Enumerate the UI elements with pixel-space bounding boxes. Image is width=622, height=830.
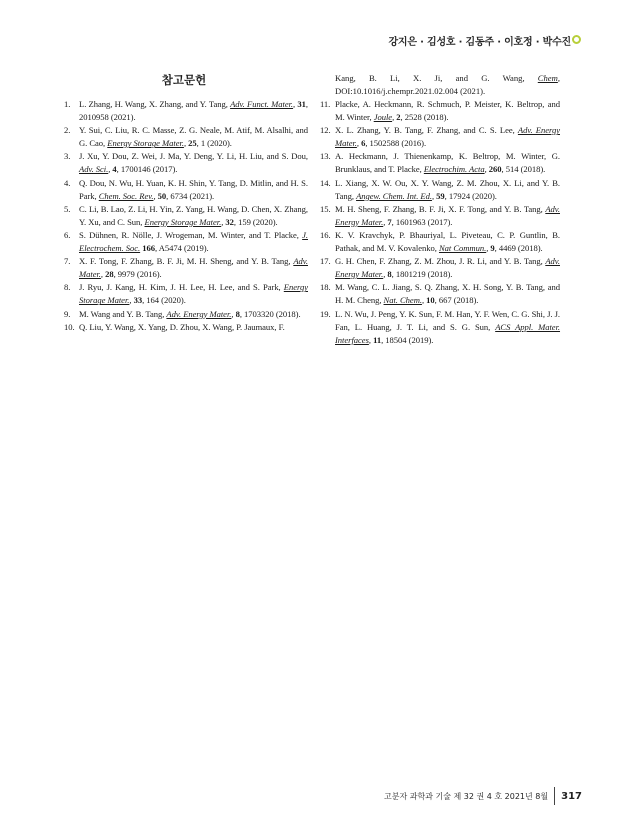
reference-item xyxy=(64,281,308,307)
ref-volume: 6 xyxy=(361,138,366,149)
ref-journal: Chem xyxy=(537,73,558,83)
ref-volume: 33 xyxy=(133,295,143,306)
ref-details: , 514 (2018). xyxy=(501,164,546,175)
references-list-left xyxy=(64,98,308,334)
ref-text xyxy=(335,177,560,203)
ref-details: , A5474 (2019). xyxy=(154,242,209,253)
ref-details: , 6734 (2021). xyxy=(166,190,215,201)
ref-number: 3. xyxy=(64,151,71,162)
ref-authors: M. H. Sheng, F. Zhang, B. F. Ji, X. F. Tong, and Y. B. Tang, xyxy=(335,203,546,214)
reference-item xyxy=(320,124,560,150)
ref-journal: Energy Storage Mater. xyxy=(144,216,222,227)
ref-number: 16. xyxy=(320,229,331,240)
ref-details: , 1502588 (2016). xyxy=(365,138,427,149)
ref-separator: , xyxy=(129,295,134,306)
ref-volume: 166 xyxy=(142,242,155,253)
reference-item xyxy=(320,150,560,176)
ref-journal: Adv. Energy Mater. xyxy=(166,308,232,319)
ref-authors: M. Wang, C. L. Jiang, S. Q. Zhang, X. H. Song, Y. B. Tang, and H. M. Cheng, xyxy=(335,282,560,306)
references-list-right xyxy=(320,98,560,347)
ref-details: , 164 (2020). xyxy=(142,295,186,306)
ref-journal: Adv. Energy Mater. xyxy=(335,125,560,149)
ref-authors: Y. Sui, C. Liu, R. C. Masse, Z. G. Neale, M. Atif, M. Alsalhi, and G. Cao, xyxy=(79,125,308,149)
ref-journal: Adv. Mater. xyxy=(79,256,308,280)
ref-authors: J. Xu, Y. Dou, Z. Wei, J. Ma, Y. Deng, Y. Li, H. Liu, and S. Dou, xyxy=(79,151,308,162)
ref-number: 4. xyxy=(64,177,71,188)
reference-item xyxy=(64,255,308,281)
ref-details: , 1601963 (2017). xyxy=(391,216,453,227)
ref-journal: Angew. Chem. Int. Ed. xyxy=(356,190,432,201)
header-circle-icon xyxy=(572,35,581,44)
ref-journal: ACS Appl. Mater. Interfaces xyxy=(335,321,561,345)
ref-journal: Adv. Funct. Mater. xyxy=(230,99,294,109)
ref-volume: 9 xyxy=(490,242,495,253)
ref-journal: Energy Storage Mater. xyxy=(79,282,308,306)
ref-volume: 10 xyxy=(426,295,435,306)
ref-text xyxy=(335,150,560,176)
ref-number: 7. xyxy=(64,256,71,267)
ref-text xyxy=(79,308,308,321)
ref-details: , 1700146 (2017). xyxy=(116,164,178,175)
ref-authors: X. L. Zhang, Y. B. Tang, F. Zhang, and C. S. Lee, xyxy=(335,125,518,136)
ref-details: , 2010958 (2021). xyxy=(79,99,308,122)
ref-authors: K. V. Kravchyk, P. Bhauriyal, L. Piveteau, C. P. Guntlin, B. Pathak, and M. V. Kovalenko, xyxy=(335,229,560,253)
footer-divider xyxy=(554,787,555,805)
header-authors: 강지은 · 김성호 · 김동주 · 이호정 · 박수진 xyxy=(388,37,571,48)
ref-details: , 4469 (2018). xyxy=(494,242,543,253)
reference-item xyxy=(320,308,560,347)
page-number: 317 xyxy=(561,790,582,802)
ref-number: 1. xyxy=(64,99,71,109)
ref-details: , 2528 (2018). xyxy=(400,112,449,122)
ref-text xyxy=(335,203,560,229)
ref-text xyxy=(335,229,560,255)
ref-journal: Chem. Soc. Rev. xyxy=(98,190,154,201)
reference-item xyxy=(64,308,308,321)
ref-text xyxy=(79,124,308,150)
ref-volume: 32 xyxy=(225,216,234,227)
ref-volume: 25 xyxy=(188,138,197,149)
ref-text xyxy=(79,281,308,307)
ref-number: 12. xyxy=(320,125,331,136)
ref-authors: G. H. Chen, F. Zhang, Z. M. Zhou, J. R. Li, and Y. B. Tang, xyxy=(335,256,546,267)
ref-details: , 17924 (2020). xyxy=(444,190,497,201)
ref-text xyxy=(79,255,308,281)
ref-separator: , xyxy=(231,308,236,319)
ref-separator: , xyxy=(383,269,388,280)
reference-item xyxy=(320,281,560,307)
ref-separator: , xyxy=(221,216,226,227)
ref-authors: L. N. Wu, J. Peng, Y. K. Sun, F. M. Han, Y. F. Wen, C. G. Shi, J. J. Fan, L. Huang, J. T. Li, and S. G. Sun, xyxy=(335,308,560,332)
ref-journal: Electrochim. Acta xyxy=(423,164,485,175)
reference-item xyxy=(320,203,560,229)
reference-item xyxy=(64,203,308,229)
ref-separator: , xyxy=(392,112,397,122)
ref-authors: M. Wang and Y. B. Tang, xyxy=(79,308,167,319)
ref-authors: Q. Liu, Y. Wang, X. Yang, D. Zhou, X. Wang, P. Jaumaux, F. xyxy=(79,321,285,332)
ref-separator: , xyxy=(383,216,388,227)
reference-item xyxy=(320,255,560,281)
reference-item xyxy=(320,177,560,203)
ref-details: , 667 (2018). xyxy=(434,295,479,306)
ref-text xyxy=(79,321,308,334)
ref-text xyxy=(335,281,560,307)
ref-authors: L. Zhang, H. Wang, X. Zhang, and Y. Tang, xyxy=(79,99,231,109)
ref-authors: Kang, B. Li, X. Ji, and G. Wang, xyxy=(335,73,538,83)
ref-journal: Adv. Sci. xyxy=(79,164,109,175)
ref-volume: 4 xyxy=(112,164,117,175)
ref-number: 18. xyxy=(320,282,331,293)
ref-number: 5. xyxy=(64,203,71,214)
ref-journal: Energy Storage Mater. xyxy=(107,138,184,149)
ref-separator: , xyxy=(183,138,189,149)
ref-text xyxy=(79,177,308,203)
ref-separator: , xyxy=(356,138,362,149)
reference-continuation xyxy=(320,72,560,98)
ref-number: 9. xyxy=(64,308,71,319)
ref-volume: 8 xyxy=(387,269,392,280)
ref-details: , 1801219 (2018). xyxy=(391,269,453,280)
ref-separator: , xyxy=(153,190,158,201)
ref-text xyxy=(79,203,308,229)
ref-number: 14. xyxy=(320,177,331,188)
ref-text xyxy=(79,229,308,255)
ref-separator: , xyxy=(484,164,489,175)
ref-volume: 50 xyxy=(157,190,167,201)
ref-number: 10. xyxy=(64,321,75,332)
ref-authors: Placke, A. Heckmann, R. Schmuch, P. Meister, K. Beltrop, and M. Winter, xyxy=(335,99,560,122)
ref-volume: 11 xyxy=(373,334,382,345)
ref-details: , DOI:10.1016/j.chempr.2021.02.004 (2021). xyxy=(335,73,560,96)
references-title: 참고문헌 xyxy=(161,73,207,87)
ref-authors: L. Xiang, X. W. Ou, X. Y. Wang, Z. M. Zhou, X. Li, and Y. B. Tang, xyxy=(335,177,560,201)
ref-text xyxy=(335,98,560,124)
ref-volume: 2 xyxy=(396,112,401,122)
references-right-column xyxy=(320,72,560,347)
ref-details: , 1703320 (2018). xyxy=(239,308,301,319)
reference-item xyxy=(64,229,308,255)
ref-number: 8. xyxy=(64,282,71,293)
ref-journal: Joule xyxy=(373,112,393,122)
ref-volume: 28 xyxy=(105,269,114,280)
ref-number: 15. xyxy=(320,203,331,214)
ref-text xyxy=(79,98,308,124)
ref-details: , 159 (2020). xyxy=(233,216,278,227)
ref-separator: , xyxy=(368,334,374,345)
ref-number: 6. xyxy=(64,229,71,240)
ref-separator: , xyxy=(431,190,437,201)
ref-journal: Nat Commun. xyxy=(438,242,487,253)
ref-number: 11. xyxy=(320,99,331,109)
ref-journal: J. Electrochem. Soc. xyxy=(79,229,308,253)
ref-volume: 7 xyxy=(387,216,392,227)
reference-item xyxy=(320,98,560,124)
ref-separator: , xyxy=(293,99,298,109)
reference-item xyxy=(64,124,308,150)
ref-volume: 260 xyxy=(488,164,502,175)
ref-details: , 18504 (2019). xyxy=(381,334,434,345)
references-left-column xyxy=(64,98,308,334)
ref-authors: X. F. Tong, F. Zhang, B. F. Ji, M. H. Sheng, and Y. B. Tang, xyxy=(79,256,294,267)
ref-volume: 59 xyxy=(436,190,445,201)
ref-separator: , xyxy=(108,164,113,175)
ref-authors: J. Ryu, J. Kang, H. Kim, J. H. Lee, H. Lee, and S. Park, xyxy=(79,282,284,293)
ref-text xyxy=(335,124,560,150)
ref-details: , 9979 (2016). xyxy=(113,269,162,280)
ref-number: 2. xyxy=(64,125,71,136)
ref-separator: , xyxy=(486,242,491,253)
ref-number: 19. xyxy=(320,308,331,319)
ref-text xyxy=(335,255,560,281)
ref-number: 13. xyxy=(320,151,331,162)
footer-journal-info: 고분자 과학과 기술 제 32 권 4 호 2021년 8월 xyxy=(384,791,549,801)
ref-text xyxy=(335,308,560,347)
ref-authors: Q. Dou, N. Wu, H. Yuan, K. H. Shin, Y. Tang, D. Mitlin, and H. S. Park, xyxy=(79,177,308,201)
page-footer xyxy=(384,787,582,805)
ref-text xyxy=(79,150,308,176)
ref-separator: , xyxy=(421,295,427,306)
reference-item xyxy=(320,229,560,255)
ref-authors: S. Dühnen, R. Nölle, J. Wrogeman, M. Winter, and T. Placke, xyxy=(79,229,303,240)
ref-authors: A. Heckmann, J. Thienenkamp, K. Beltrop, M. Winter, G. Brunklaus, and T. Placke, xyxy=(335,151,560,175)
ref-journal: Adv. Energy Mater. xyxy=(335,256,560,280)
reference-item xyxy=(64,321,308,334)
reference-item xyxy=(64,150,308,176)
reference-item xyxy=(64,98,308,124)
ref-separator: , xyxy=(100,269,106,280)
ref-journal: Adv. Energy Mater. xyxy=(335,203,560,227)
ref-volume: 8 xyxy=(235,308,240,319)
reference-item xyxy=(64,177,308,203)
ref-authors: C. Li, B. Lao, Z. Li, H. Yin, Z. Yang, H. Wang, D. Chen, X. Zhang, Y. Xu, and C. Sun, xyxy=(79,203,308,227)
ref-journal: Nat. Chem. xyxy=(383,295,422,306)
ref-details: , 1 (2020). xyxy=(196,138,232,149)
ref-volume: 31 xyxy=(297,99,306,109)
ref-number: 17. xyxy=(320,256,331,267)
